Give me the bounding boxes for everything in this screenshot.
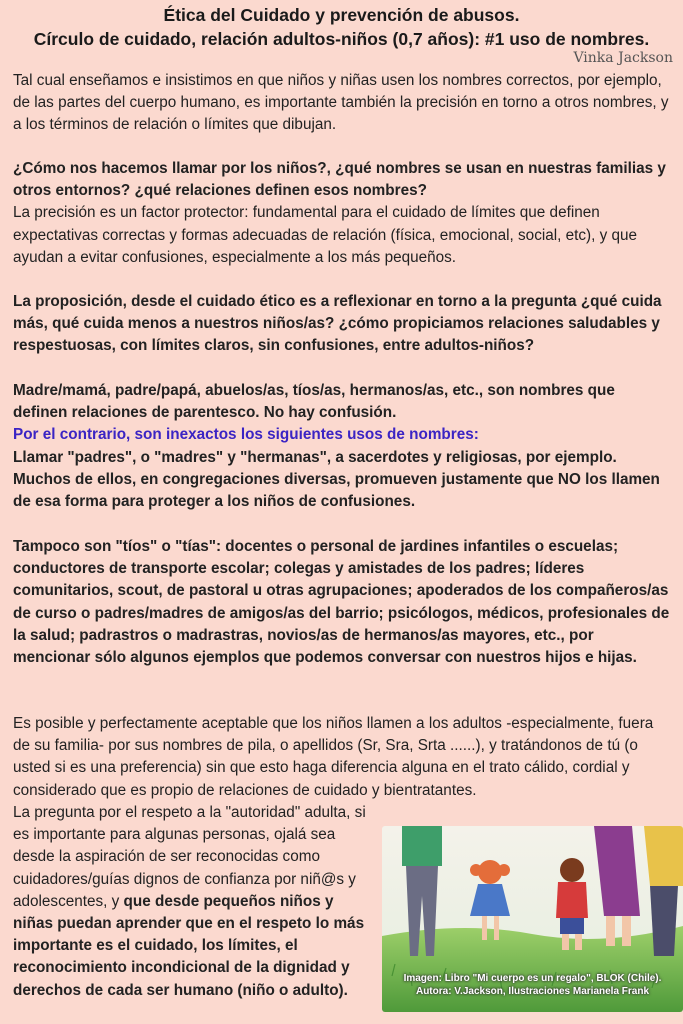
family-names-bold: Madre/mamá, padre/papá, abuelos/as, tíos/as, hermanos/as, etc., son nombres que definen relaciones de parentesco. No hay confusión. bbox=[13, 382, 615, 422]
authority-bold: que desde pequeños niños y niñas puedan aprender que en el respeto lo más importante es el cuidado, los límites, el reconocimiento incondicional de la dignidad y derechos de cada ser humano (niño o adulto). bbox=[13, 892, 365, 999]
paragraph-first-names: Es posible y perfectamente aceptable que los niños llamen a los adultos -especialmente, fuera de su familia- por sus nombres de pila, o apellidos (Sr, Sra, Srta ......), y tratándonos de tú (o usted si es una preferencia) sin que esto haga diferencia alguna en el trato cálido, cordial y considerado que es propio de relaciones de cuidado y bientratantes. bbox=[13, 715, 654, 799]
paragraph-not-uncles: Tampoco son "tíos" o "tías": docentes o personal de jardines infantiles o escuelas; conductores de transporte escolar; colegas y amistades de los padres; líderes comunitarios, scout, de pastoral u otras agrupaciones; apoderados de los compañeros/as de curso o padres/madres de amigos/as del barrio; psicólogos, médicos, profesionales de la salud; padrastros o madrastras, novios/as de hermanos/as mayores, etc., por mencionar sólo algunos ejemplos que podemos conversar con nuestros hijos e hijas. bbox=[13, 538, 670, 667]
inexact-uses-heading: Por el contrario, son inexactos los siguientes usos de nombres: bbox=[13, 426, 479, 444]
caption-line-2: Autora: V.Jackson, Ilustraciones Marianela Frank bbox=[415, 986, 650, 997]
paragraph-intro: Tal cual enseñamos e insistimos en que niños y niñas usen los nombres correctos, por ejemplo, de las partes del cuerpo humano, es importante también la precisión en torno a otros nombres, y a los términos de relación o límites que dibujan. bbox=[13, 72, 669, 134]
book-illustration bbox=[382, 826, 683, 1012]
title-line-1: Ética del Cuidado y prevención de abusos. bbox=[163, 5, 520, 25]
questions-text: La precisión es un factor protector: fundamental para el cuidado de límites que definen expectativas correctas y formas adecuadas de relación (física, emocional, social, etc), y que ayudan a evitar confusiones, especialmente a los más pequeños. bbox=[13, 204, 638, 266]
paragraph-questions bbox=[13, 158, 673, 269]
questions-bold: ¿Cómo nos hacemos llamar por los niños?, ¿qué nombres se usan en nuestras familias y otros entornos? ¿qué relaciones definen esos nombres? bbox=[13, 160, 666, 200]
paragraph-authority bbox=[13, 802, 375, 1002]
author-name: Vinka Jackson bbox=[573, 50, 673, 66]
title-line-2: Círculo de cuidado, relación adultos-niños (0,7 años): #1 uso de nombres. bbox=[33, 29, 650, 49]
inexact-uses-text: Llamar "padres", o "madres" y "hermanas", a sacerdotes y religiosas, por ejemplo. Muchos de ellos, en congregaciones diversas, promueven justamente que NO los llamen de esa forma para proteger a los niños de confusiones. bbox=[13, 448, 660, 511]
paragraph-proposition: La proposición, desde el cuidado ético es a reflexionar en torno a la pregunta ¿qué cuida más, qué cuida menos a nuestros niños/as? ¿cómo propiciamos relaciones saludables y respestuosas, con límites claros, sin confusiones, entre adultos-niños? bbox=[13, 293, 662, 355]
image-caption bbox=[382, 972, 683, 998]
authority-text: La pregunta por el respeto a la "autoridad" adulta, si es importante para algunas personas, ojalá sea desde la aspiración de ser reconocidas como cuidadores/guías dignos de confianza por niñ@s y adolescentes, y bbox=[13, 804, 366, 910]
paragraph-family-names bbox=[13, 380, 673, 513]
caption-line-1: Imagen: Libro "Mi cuerpo es un regalo", BLOK (Chile). bbox=[403, 973, 662, 984]
